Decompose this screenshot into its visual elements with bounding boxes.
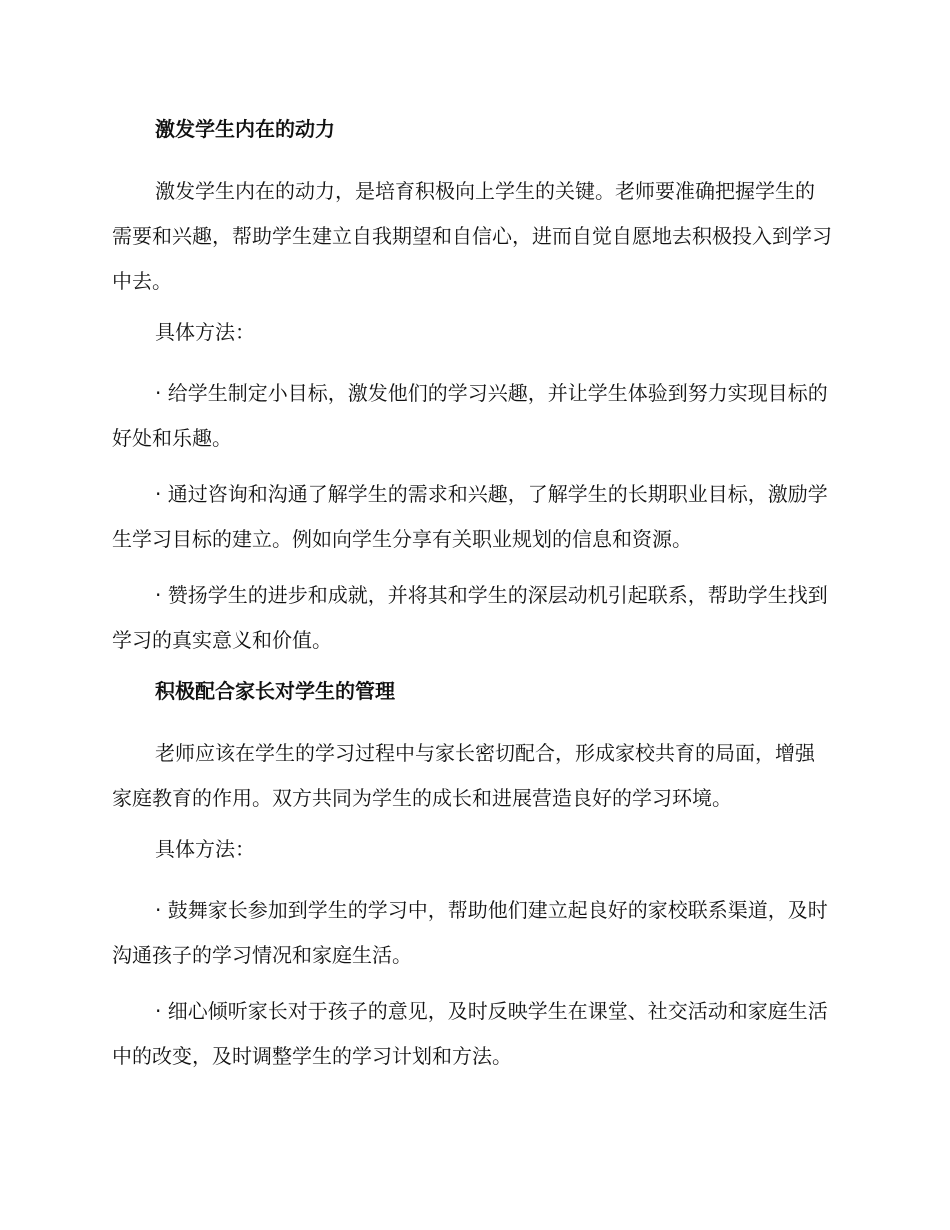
methods-label: 具体方法： xyxy=(155,320,255,344)
section-heading: 积极配合家长对学生的管理 xyxy=(155,679,395,703)
method-item: · 鼓舞家长参加到学生的学习中，帮助他们建立起良好的家校联系渠道，及时沟通孩子的学习情况和家庭生活。 xyxy=(112,898,828,967)
method-item: · 给学生制定小目标，激发他们的学习兴趣，并让学生体验到努力实现目标的好处和乐趣。 xyxy=(112,381,828,450)
method-item: · 赞扬学生的进步和成就，并将其和学生的深层动机引起联系，帮助学生找到学习的真实意义和价值。 xyxy=(112,583,828,652)
section-parents xyxy=(112,674,832,1079)
method-item: · 通过咨询和沟通了解学生的需求和兴趣，了解学生的长期职业目标，激励学生学习目标的建立。例如向学生分享有关职业规划的信息和资源。 xyxy=(112,482,828,551)
section-heading: 激发学生内在的动力 xyxy=(155,117,335,141)
section-intro: 老师应该在学生的学习过程中与家长密切配合，形成家校共育的局面，增强家庭教育的作用。双方共同为学生的成长和进展营造良好的学习环境。 xyxy=(112,741,815,810)
methods-label: 具体方法： xyxy=(155,837,255,861)
document-page xyxy=(112,112,832,1090)
section-motivation xyxy=(112,112,832,663)
method-item: · 细心倾听家长对于孩子的意见，及时反映学生在课堂、社交活动和家庭生活中的改变，及时调整学生的学习计划和方法。 xyxy=(112,999,828,1068)
section-intro: 激发学生内在的动力，是培育积极向上学生的关键。老师要准确把握学生的需要和兴趣，帮助学生建立自我期望和自信心，进而自觉自愿地去积极投入到学习中去。 xyxy=(112,179,832,293)
